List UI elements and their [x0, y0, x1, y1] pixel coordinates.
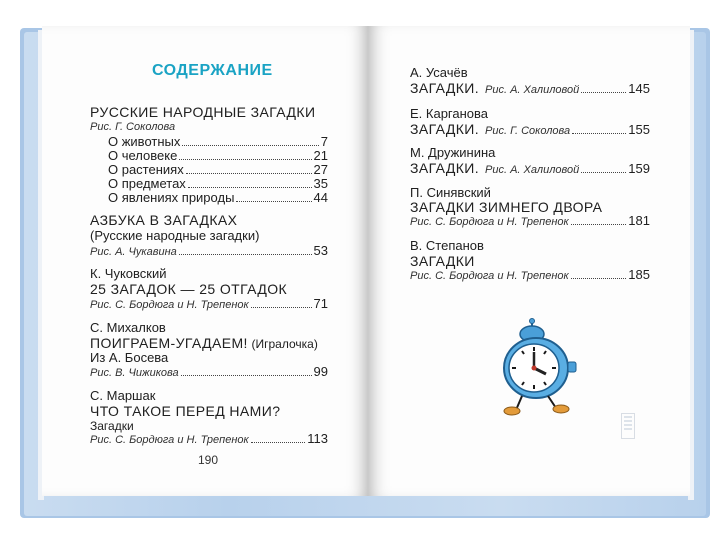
toc-entry[interactable]	[90, 296, 328, 311]
toc-entry-label: О животных	[108, 134, 181, 149]
clock-center	[532, 366, 537, 371]
toc-entry-page: 71	[313, 296, 328, 311]
toc-entry-page: 27	[313, 162, 328, 177]
section-subtitle: (Русские народные загадки)	[90, 228, 260, 243]
toc-entry[interactable]	[410, 80, 650, 96]
leader-dots	[251, 307, 312, 308]
toc-entry[interactable]	[410, 121, 650, 137]
illustrator-credit: Рис. А. Халиловой	[485, 164, 580, 176]
illustrator-credit: Рис. А. Халиловой	[485, 84, 580, 96]
section-heading: ЗАГАДКИ	[410, 253, 475, 269]
leader-dots	[571, 224, 627, 225]
toc-entry-label: О растениях	[108, 162, 184, 177]
illustrator-credit: Рис. Г. Соколова	[90, 121, 176, 133]
toc-entry-label: О явлениях природы	[108, 190, 235, 205]
author-name: Е. Карганова	[410, 106, 489, 121]
author-name: С. Михалков	[90, 320, 166, 335]
clock-key	[568, 362, 576, 372]
page-number: 190	[198, 453, 219, 467]
toc-entry-page: 159	[628, 161, 650, 176]
toc-entry-label: О человеке	[108, 148, 178, 163]
clock-foot-left	[504, 407, 520, 415]
section-heading: ЧТО ТАКОЕ ПЕРЕД НАМИ?	[90, 403, 281, 419]
toc-entry-page: 113	[307, 431, 328, 446]
illustrator-credit: Рис. А. Чукавина	[90, 246, 177, 258]
toc-entry-page: 185	[628, 267, 650, 282]
section-heading: 25 ЗАГАДОК — 25 ОТГАДОК	[90, 281, 288, 297]
section-heading: ЗАГАДКИ.	[410, 160, 480, 176]
leader-dots	[581, 172, 626, 173]
illustrator-credit: Рис. С. Бордюга и Н. Трепенок	[410, 216, 569, 228]
illustrator-credit: Рис. С. Бордюга и Н. Трепенок	[90, 434, 249, 446]
author-name: С. Маршак	[90, 388, 156, 403]
section-subtitle: Из А. Босева	[90, 350, 169, 365]
toc-entry-page: 145	[628, 81, 650, 96]
leader-dots	[186, 173, 312, 174]
bell-knob	[530, 319, 535, 324]
illustrator-credit: Рис. В. Чижикова	[90, 367, 179, 379]
section-heading-note: (Игралочка)	[251, 337, 318, 351]
toc-entry[interactable]	[410, 160, 650, 176]
toc-entry-page: 7	[320, 134, 328, 149]
toc-entry-page: 35	[313, 176, 328, 191]
toc-entry[interactable]	[90, 431, 328, 446]
faint-barcode-mark	[621, 413, 635, 439]
section-heading: АЗБУКА В ЗАГАДКАХ	[90, 212, 238, 228]
section-heading: ЗАГАДКИ.	[410, 121, 480, 137]
author-name: М. Дружинина	[410, 145, 496, 160]
toc-entry[interactable]	[410, 267, 650, 282]
illustrator-credit: Рис. С. Бордюга и Н. Трепенок	[410, 270, 569, 282]
toc-entry-page: 44	[313, 190, 328, 205]
toc-entry-page: 181	[628, 213, 650, 228]
toc-entry[interactable]	[108, 134, 328, 149]
toc-entry-page: 155	[628, 122, 650, 137]
toc-entry[interactable]	[108, 176, 328, 191]
leader-dots	[251, 442, 306, 443]
leader-dots	[182, 145, 318, 146]
alarm-clock-illustration	[494, 318, 584, 418]
leader-dots	[179, 159, 311, 160]
author-name: В. Степанов	[410, 238, 484, 253]
toc-entry[interactable]	[90, 364, 328, 379]
illustrator-credit: Рис. С. Бордюга и Н. Трепенок	[90, 299, 249, 311]
toc-entry[interactable]	[410, 213, 650, 228]
contents-title: СОДЕРЖАНИЕ	[152, 62, 273, 79]
leader-dots	[571, 278, 627, 279]
author-name: П. Синявский	[410, 185, 491, 200]
section-heading: ЗАГАДКИ.	[410, 80, 480, 96]
toc-entry-page: 21	[313, 148, 328, 163]
leader-dots	[236, 201, 311, 202]
toc-entry[interactable]	[108, 162, 328, 177]
section-heading: ЗАГАДКИ ЗИМНЕГО ДВОРА	[410, 199, 603, 215]
author-name: А. Усачёв	[410, 65, 468, 80]
toc-entry[interactable]	[108, 190, 328, 205]
toc-entry-label: О предметах	[108, 176, 186, 191]
leader-dots	[181, 375, 312, 376]
leader-dots	[572, 133, 626, 134]
section-subtitle: Загадки	[90, 419, 134, 433]
leader-dots	[188, 187, 312, 188]
clock-foot-right	[553, 405, 569, 413]
section-heading: РУССКИЕ НАРОДНЫЕ ЗАГАДКИ	[90, 104, 316, 120]
section-heading: ПОИГРАЕМ-УГАДАЕМ!	[90, 335, 248, 351]
toc-entry-page: 53	[313, 243, 328, 258]
leader-dots	[179, 254, 312, 255]
toc-entry[interactable]	[108, 148, 328, 163]
author-name: К. Чуковский	[90, 266, 167, 281]
toc-entry[interactable]	[90, 243, 328, 258]
leader-dots	[581, 92, 626, 93]
illustrator-credit: Рис. Г. Соколова	[485, 125, 571, 137]
toc-entry-page: 99	[313, 364, 328, 379]
